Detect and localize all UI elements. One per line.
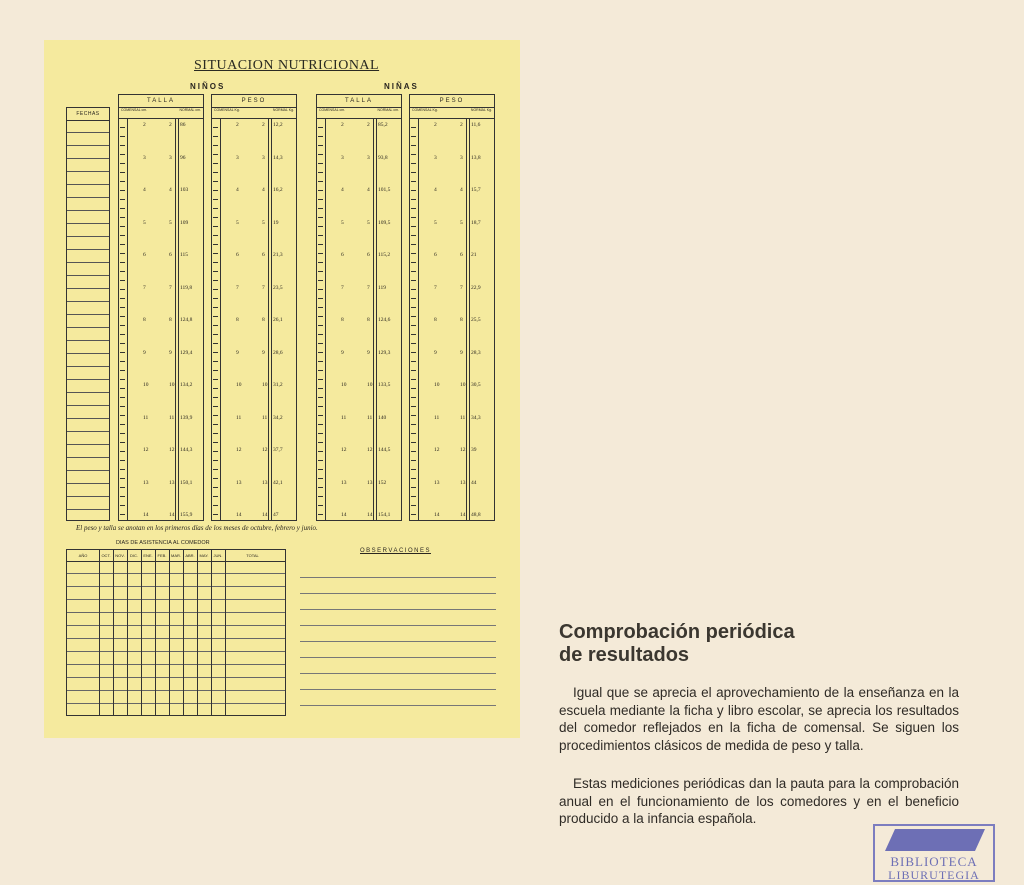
age-label: 14 [169, 512, 175, 518]
reference-value: 150,1 [180, 479, 193, 486]
attendance-column-line [211, 550, 212, 715]
attendance-header-cell: MAY. [199, 553, 209, 558]
reference-value: 23,5 [273, 284, 283, 291]
nutrition-form-card [44, 40, 520, 738]
girls-peso-header: PESO [410, 95, 494, 108]
fechas-lines [67, 120, 109, 520]
age-label: 7 [434, 284, 437, 291]
age-label: 11 [169, 414, 175, 421]
reference-value: 28,3 [471, 349, 481, 356]
attendance-column-line [99, 550, 100, 715]
divider-line [220, 119, 221, 520]
normal-label: NORMAL cm. [179, 108, 201, 112]
article-paragraph-1: Igual que se aprecia el aprovechamiento de la enseñanza en la escuela mediante la ficha y libro escolar, se aprecia los resultados del comedor reflejados en la ficha de comensal. Se siguen los procedimientos clásicos de medida de peso y talla. [559, 685, 959, 753]
age-label: 14 [367, 512, 373, 518]
reference-value: 11,6 [471, 122, 481, 128]
reference-value: 109,5 [378, 219, 391, 226]
age-label: 9 [262, 349, 265, 356]
reference-value: 124,6 [378, 317, 391, 323]
age-label: 3 [460, 154, 463, 161]
reference-value: 18,7 [471, 219, 481, 226]
age-label: 6 [236, 252, 239, 258]
age-label: 8 [169, 317, 172, 323]
attendance-column-line [225, 550, 226, 715]
age-label: 5 [434, 219, 437, 226]
age-label: 14 [262, 512, 268, 518]
age-label: 2 [143, 122, 146, 128]
age-label: 6 [169, 252, 172, 258]
age-label: 10 [434, 382, 440, 388]
attendance-header-cell: ENE. [143, 553, 153, 558]
normal-label: NORMAL cm. [377, 108, 399, 112]
divider-line [127, 119, 128, 520]
age-label: 14 [143, 512, 149, 518]
boys-peso-header: PESO [212, 95, 296, 108]
age-label: 9 [143, 349, 146, 356]
reference-value: 37,7 [273, 447, 283, 453]
age-label: 3 [434, 154, 437, 161]
age-label: 2 [236, 122, 239, 128]
age-label: 11 [460, 414, 466, 421]
age-label: 5 [460, 219, 463, 226]
reference-value: 44 [471, 479, 477, 486]
age-label: 10 [143, 382, 149, 388]
reference-value: 28,6 [273, 349, 283, 356]
age-label: 7 [143, 284, 146, 291]
age-label: 4 [341, 187, 344, 193]
age-label: 6 [143, 252, 146, 258]
divider-double-line [268, 119, 272, 520]
reference-value: 140 [378, 414, 387, 421]
reference-value: 14,3 [273, 154, 283, 161]
age-label: 2 [460, 122, 463, 128]
reference-value: 19 [273, 219, 279, 226]
age-label: 6 [434, 252, 437, 258]
age-label: 11 [341, 414, 347, 421]
age-label: 12 [341, 447, 347, 453]
age-label: 8 [367, 317, 370, 323]
reference-value: 30,5 [471, 382, 481, 388]
age-label: 12 [236, 447, 242, 453]
attendance-header-cell: JUN. [213, 553, 223, 558]
attendance-header-cell: ABR. [185, 553, 195, 558]
age-label: 14 [434, 512, 440, 518]
age-label: 2 [367, 122, 370, 128]
heading-line-1: Comprobación periódica [559, 621, 795, 643]
age-label: 14 [236, 512, 242, 518]
age-label: 10 [341, 382, 347, 388]
age-label: 11 [143, 414, 149, 421]
attendance-header-cell: TOTAL [246, 553, 259, 558]
age-label: 5 [341, 219, 344, 226]
observaciones-lines [300, 562, 496, 712]
attendance-column-line [197, 550, 198, 715]
age-label: 2 [262, 122, 265, 128]
age-label: 8 [143, 317, 146, 323]
age-label: 2 [341, 122, 344, 128]
age-label: 4 [236, 187, 239, 193]
boys-talla-box [118, 94, 204, 521]
attendance-header-cell: DIC. [130, 553, 138, 558]
age-label: 7 [367, 284, 370, 291]
reference-value: 42,1 [273, 479, 283, 486]
reference-value: 34,3 [471, 414, 481, 421]
age-label: 11 [367, 414, 373, 421]
age-label: 4 [169, 187, 172, 193]
age-label: 12 [434, 447, 440, 453]
age-label: 13 [460, 479, 466, 486]
age-label: 7 [169, 284, 172, 291]
reference-value: 34,2 [273, 414, 283, 421]
boys-label: NIÑOS [190, 82, 226, 91]
divider-double-line [175, 119, 179, 520]
reference-value: 12,2 [273, 122, 283, 128]
age-label: 10 [460, 382, 466, 388]
divider-line [325, 119, 326, 520]
age-label: 2 [434, 122, 437, 128]
normal-label: NORMAL Kg. [470, 108, 492, 112]
library-logo-icon [885, 829, 985, 851]
age-label: 8 [460, 317, 463, 323]
reference-value: 115 [180, 252, 189, 258]
form-title: SITUACION NUTRICIONAL [194, 58, 380, 73]
reference-value: 139,9 [180, 414, 193, 421]
age-label: 14 [341, 512, 347, 518]
age-label: 9 [169, 349, 172, 356]
form-footnote: El peso y talla se anotan en los primeros días de los meses de octubre, febrero y junio. [76, 524, 318, 532]
age-label: 5 [169, 219, 172, 226]
age-label: 9 [367, 349, 370, 356]
reference-value: 154,1 [378, 512, 391, 518]
reference-value: 96 [180, 154, 186, 161]
reference-value: 155,9 [180, 512, 193, 518]
attendance-column-line [141, 550, 142, 715]
reference-value: 109 [180, 219, 189, 226]
divider-double-line [373, 119, 377, 520]
age-label: 6 [341, 252, 344, 258]
attendance-column-line [113, 550, 114, 715]
age-label: 9 [341, 349, 344, 356]
reference-value: 144,5 [378, 447, 391, 453]
age-label: 12 [262, 447, 268, 453]
age-label: 8 [236, 317, 239, 323]
attendance-column-line [169, 550, 170, 715]
scale-ticks [213, 119, 218, 520]
age-label: 4 [262, 187, 265, 193]
divider-line [418, 119, 419, 520]
scale-ticks [120, 119, 125, 520]
age-label: 7 [262, 284, 265, 291]
attendance-header-cell: MAR. [171, 553, 181, 558]
girls-talla-box [316, 94, 402, 521]
age-label: 9 [434, 349, 437, 356]
reference-value: 152 [378, 479, 387, 486]
age-label: 10 [236, 382, 242, 388]
reference-value: 129,3 [378, 349, 391, 356]
divider-double-line [466, 119, 470, 520]
age-label: 8 [434, 317, 437, 323]
age-label: 5 [367, 219, 370, 226]
age-label: 10 [262, 382, 268, 388]
age-label: 4 [460, 187, 463, 193]
reference-value: 133,5 [378, 382, 391, 388]
age-label: 4 [434, 187, 437, 193]
age-label: 11 [236, 414, 242, 421]
age-label: 12 [367, 447, 373, 453]
reference-value: 124,8 [180, 317, 193, 323]
age-label: 9 [460, 349, 463, 356]
age-label: 3 [169, 154, 172, 161]
reference-value: 15,7 [471, 187, 481, 193]
age-label: 13 [143, 479, 149, 486]
reference-value: 16,2 [273, 187, 283, 193]
reference-value: 25,5 [471, 317, 481, 323]
reference-value: 26,1 [273, 317, 283, 323]
reference-value: 86 [180, 122, 186, 128]
age-label: 4 [367, 187, 370, 193]
age-label: 3 [143, 154, 146, 161]
article-paragraph-2: Estas mediciones periódicas dan la pauta para la comprobación anual en el funcionamiento de los comedores y en el beneficio producido a la infancia española. [559, 776, 959, 826]
age-label: 12 [169, 447, 175, 453]
reference-value: 22,9 [471, 284, 481, 291]
girls-peso-subheader [410, 107, 494, 119]
heading-line-2: de resultados [559, 644, 690, 666]
attendance-header-cell: FEB. [157, 553, 167, 558]
age-label: 3 [262, 154, 265, 161]
boys-peso-subheader [212, 107, 296, 119]
comensal-label: COMENSAL Kg. [412, 108, 438, 112]
reference-value: 115,2 [378, 252, 391, 258]
comensal-label: COMENSAL Kg. [214, 108, 240, 112]
scale-ticks [318, 119, 323, 520]
boys-talla-header: TALLA [119, 95, 203, 108]
reference-value: 103 [180, 187, 189, 193]
stamp-line-2: LIBURUTEGIA [888, 868, 980, 882]
attendance-header-cell: OCT. [101, 553, 111, 558]
fechas-column [66, 107, 110, 521]
reference-value: 47 [273, 512, 279, 518]
age-label: 13 [169, 479, 175, 486]
age-label: 4 [143, 187, 146, 193]
comensal-label: COMENSAL cm. [319, 108, 346, 112]
reference-value: 39 [471, 447, 477, 453]
reference-value: 13,8 [471, 154, 481, 161]
age-label: 9 [236, 349, 239, 356]
age-label: 12 [143, 447, 149, 453]
age-label: 13 [341, 479, 347, 486]
age-label: 3 [236, 154, 239, 161]
age-label: 14 [460, 512, 466, 518]
age-label: 13 [434, 479, 440, 486]
girls-peso-box [409, 94, 495, 521]
reference-value: 101,5 [378, 187, 391, 193]
reference-value: 21 [471, 252, 477, 258]
reference-value: 21,3 [273, 252, 283, 258]
attendance-label: DIAS DE ASISTENCIA AL COMEDOR [116, 540, 210, 546]
boys-peso-box [211, 94, 297, 521]
reference-value: 129,4 [180, 349, 193, 356]
attendance-column-line [127, 550, 128, 715]
attendance-header-cell: AÑO [78, 553, 88, 558]
girls-label: NIÑAS [384, 82, 419, 91]
attendance-table [66, 549, 286, 716]
age-label: 6 [367, 252, 370, 258]
age-label: 6 [262, 252, 265, 258]
age-label: 11 [434, 414, 440, 421]
age-label: 7 [460, 284, 463, 291]
age-label: 13 [367, 479, 373, 486]
reference-value: 119 [378, 284, 387, 291]
reference-value: 134,2 [180, 382, 193, 388]
article-heading [559, 621, 795, 667]
age-label: 3 [341, 154, 344, 161]
comensal-label: COMENSAL cm. [121, 108, 148, 112]
normal-label: NORMAL Kg. [272, 108, 294, 112]
fechas-header: FECHAS [67, 108, 109, 121]
age-label: 10 [367, 382, 373, 388]
boys-talla-subheader [119, 107, 203, 119]
scale-ticks [411, 119, 416, 520]
reference-value: 119,8 [180, 284, 193, 291]
reference-value: 93,8 [378, 154, 388, 161]
girls-talla-subheader [317, 107, 401, 119]
age-label: 13 [262, 479, 268, 486]
age-label: 5 [236, 219, 239, 226]
age-label: 12 [460, 447, 466, 453]
age-label: 5 [262, 219, 265, 226]
stamp-line-1: BIBLIOTECA [890, 854, 978, 869]
reference-value: 85,2 [378, 122, 388, 128]
attendance-header-cell: NOV. [115, 553, 125, 558]
girls-talla-header: TALLA [317, 95, 401, 108]
library-stamp [873, 824, 995, 882]
age-label: 7 [341, 284, 344, 291]
age-label: 11 [262, 414, 268, 421]
age-label: 3 [367, 154, 370, 161]
age-label: 13 [236, 479, 242, 486]
attendance-column-line [183, 550, 184, 715]
reference-value: 48,8 [471, 512, 481, 518]
observaciones-label: OBSERVACIONES [360, 548, 431, 554]
age-label: 8 [341, 317, 344, 323]
reference-value: 144,3 [180, 447, 193, 453]
reference-value: 31,2 [273, 382, 283, 388]
age-label: 5 [143, 219, 146, 226]
age-label: 7 [236, 284, 239, 291]
age-label: 2 [169, 122, 172, 128]
age-label: 6 [460, 252, 463, 258]
age-label: 8 [262, 317, 265, 323]
age-label: 10 [169, 382, 175, 388]
attendance-column-line [155, 550, 156, 715]
